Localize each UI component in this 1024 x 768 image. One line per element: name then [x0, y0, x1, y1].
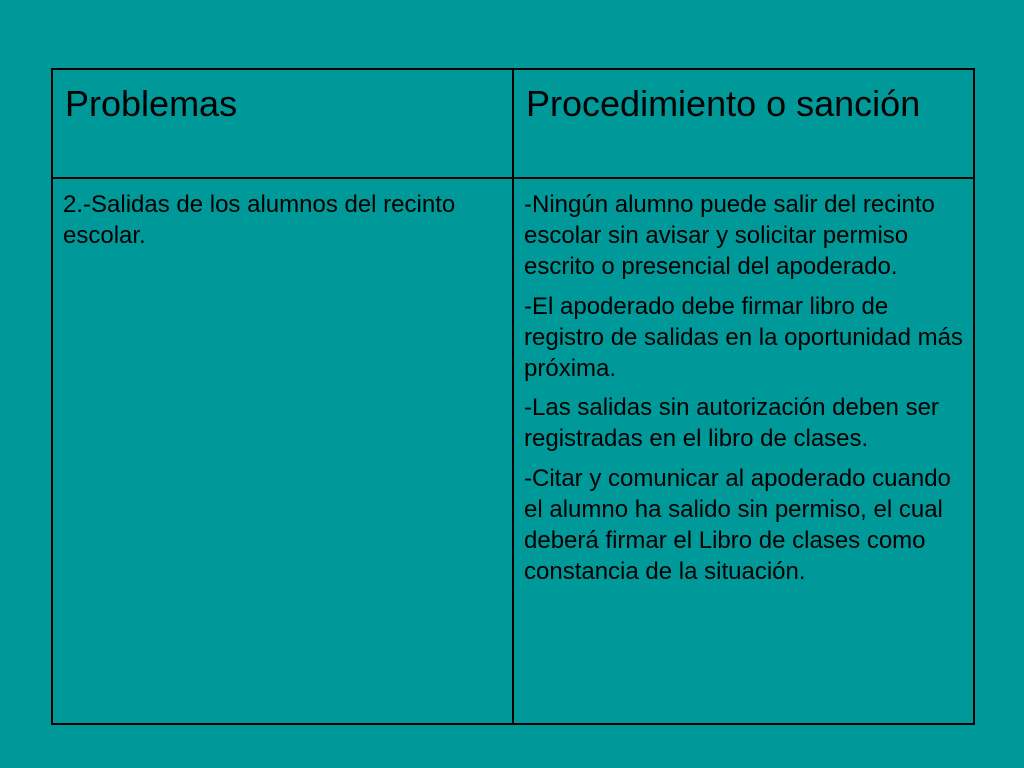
table-row	[52, 178, 974, 724]
problem-text: 2.-Salidas de los alumnos del recinto escolar.	[63, 191, 456, 250]
header-problemas: Problemas	[52, 69, 513, 178]
procedure-item: -Las salidas sin autorización deben ser registradas en el libro de clases.	[524, 394, 939, 453]
table-header-row	[52, 69, 974, 178]
procedure-item: -Ningún alumno puede salir del recinto escolar sin avisar y solicitar permiso escrito o presencial del apoderado.	[524, 191, 935, 281]
procedure-item: -Citar y comunicar al apoderado cuando el alumno ha salido sin permiso, el cual deberá firmar el Libro de clases como constancia de la situación.	[524, 464, 951, 586]
header-procedimiento: Procedimiento o sanción	[513, 69, 974, 178]
rules-table	[51, 68, 975, 725]
procedure-item: -El apoderado debe firmar libro de registro de salidas en la oportunidad más próxima.	[524, 292, 963, 382]
problem-cell	[52, 178, 513, 724]
procedure-cell	[513, 178, 974, 724]
